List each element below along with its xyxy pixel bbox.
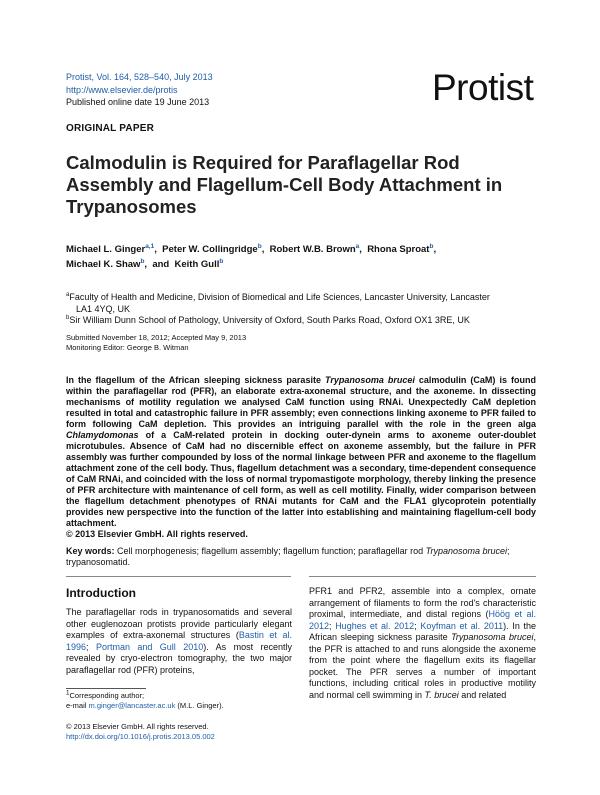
journal-citation-link[interactable]: Protist, Vol. 164, 528–540, July 2013 [66, 72, 213, 82]
citation-link[interactable]: Hughes et al. 2012 [335, 620, 415, 631]
keywords-text: ; trypanosomatid. [66, 546, 510, 567]
author-name: Rhona Sproat [367, 244, 430, 255]
affiliation-mark: b [66, 315, 70, 321]
author-affil-link[interactable]: a [355, 242, 360, 250]
author-name: Peter W. Collingridge [162, 244, 258, 255]
footnote-label: Corresponding author; [69, 691, 145, 700]
body-text: The paraflagellar rods in trypanosomatids and several other euglenozoan protists provide particularly elegant examples of extra-axonemal structures ( [66, 607, 292, 640]
abstract-italic: Chlamydomonas [66, 430, 139, 440]
author-conjunction: and [152, 259, 170, 270]
monitoring-editor: Monitoring Editor: George B. Witman [66, 342, 189, 352]
intro-paragraph [66, 607, 292, 676]
abstract-text: of a CaM-related protein in docking outer-dynein arms to axoneme outer-doublet microtubules. Absence of CaM had no discernible effect on axoneme assembly, but the failure in PFR assembly was further compounded by loss of the normal linkage between PFR and axoneme to the flagellum attachment zone of the cell body. Thus, flagellum detachment was a secondary, time-dependent consequence of CaM RNAi, and coincided with the loss of normal trypomastigote morphology, thereby linking the presence of PFR architecture with maintenance of cell form, as well as cell motility. Finally, wider comparison between the flagellum detachment phenotypes of RNAi mutants for CaM and the FLA1 glycoprotein potentially provides new perspective into the function of the latter into establishing and maintaining flagellum-cell body attachment. [66, 430, 536, 528]
affiliation-a [66, 292, 536, 304]
body-italic: T. brucei [424, 689, 459, 700]
affiliations [66, 292, 536, 327]
doi-link[interactable]: http://dx.doi.org/10.1016/j.protis.2013.05.002 [66, 732, 215, 741]
copyright-text: © 2013 Elsevier GmbH. All rights reserved. [66, 722, 209, 731]
author-affil-link[interactable]: b [429, 242, 434, 250]
abstract-italic: Trypanosoma brucei [324, 375, 415, 385]
body-text: ). In the African sleeping sickness parasite [309, 620, 536, 642]
body-text: ; [414, 620, 421, 631]
affiliation-a-cont: LA1 4YQ, UK [76, 303, 131, 314]
citation-link[interactable]: Koyfman et al. 2011 [420, 620, 504, 631]
section-heading: Introduction [66, 586, 136, 600]
footnote [66, 691, 292, 711]
email-link[interactable]: m.ginger@lancaster.ac.uk [88, 701, 176, 710]
author-affil-link[interactable]: b [140, 257, 145, 265]
affiliation-text: Sir William Dunn School of Pathology, University of Oxford, South Parks Road, Oxford OX1 3RE, UK [69, 315, 470, 325]
footnote-divider [66, 688, 146, 689]
right-column-paragraph [309, 586, 536, 701]
body-text: PFR1 and PFR2, assemble into a complex, ornate arrangement of filaments to form the rod's characteristic proximal, intermediate, and distal regions ( [309, 586, 536, 619]
author-name: Michael K. Shaw [66, 259, 141, 270]
footnote-mark: 1 [66, 689, 70, 697]
author-list: Michael L. Ginger$^{a,1}$, Peter W. Collingridge$^b$, Robert W.B. Brown$^a$, Rhona Sproat$^b$, Michael K. Shaw$^b$, and Keith Gull$^b$ [66, 242, 437, 270]
affiliation-text: Faculty of Health and Medicine, Division of Biomedical and Life Sciences, Lancaster University, Lancaster [69, 292, 490, 302]
abstract-text: In the flagellum of the African sleeping sickness parasite [66, 375, 325, 385]
body-text: ; [86, 641, 96, 652]
published-date: Published online date 19 June 2013 [66, 97, 210, 107]
affiliation-mark: a [66, 292, 70, 298]
citation-link[interactable]: Höög et al. 2012 [309, 609, 536, 631]
citation-link[interactable]: Bastin et al. 1996 [66, 630, 292, 652]
body-text: , the PFR is attached to and runs alongside the axoneme from the point where the flagellum exits its flagellar pocket. The PFR serves a number of important functions, including critical roles in productive motility and normal cell swimming in [309, 632, 536, 700]
author-name: Michael L. Ginger [66, 244, 146, 255]
abstract-copyright: © 2013 Elsevier GmbH. All rights reserved. [66, 529, 248, 539]
keywords-text: Cell morphogenesis; flagellum assembly; flagellum function; paraflagellar rod [114, 546, 426, 556]
author-affil-link[interactable]: a,1 [145, 242, 155, 250]
abstract-text: calmodulin (CaM) is found within the paraflagellar rod (PFR), an elaborate extra-axonemal structure, and the axoneme. In dissecting mechanisms of motility regulation we analysed CaM function using RNAi. Unexpectedly CaM depletion resulted in total and catastrophic failure in PFR assembly; even connections linking axoneme to PFR failed to form following CaM depletion. This provides an intriguing parallel with the role in the green alga [66, 375, 536, 429]
journal-url-link[interactable]: http://www.elsevier.de/protis [66, 84, 178, 95]
paper-title: Calmodulin is Required for Paraflagellar Rod Assembly and Flagellum-Cell Body Attachment in Trypanosomes [66, 152, 503, 217]
divider [66, 576, 291, 577]
body-italic: Trypanosoma brucei [451, 632, 534, 642]
author-name: Robert W.B. Brown [269, 244, 356, 255]
author-name: Keith Gull [174, 259, 220, 270]
affiliation-b [66, 315, 536, 327]
copyright-block [66, 722, 292, 742]
submission-dates [66, 333, 246, 352]
author-affil-link[interactable]: b [219, 257, 224, 265]
abstract [66, 375, 536, 540]
footnote-email-label: e-mail [66, 701, 89, 710]
body-text: ). As most recently revealed by cryo-electron tomography, the two major paraflagellar rod (PFR) proteins, [66, 641, 292, 675]
paper-type: ORIGINAL PAPER [66, 123, 154, 134]
journal-meta [66, 71, 213, 109]
body-text: ; [329, 620, 336, 631]
divider [309, 576, 536, 577]
citation-link[interactable]: Portman and Gull 2010 [95, 641, 204, 652]
keywords-italic: Trypanosoma brucei [425, 546, 508, 556]
body-text: and related [458, 689, 507, 700]
journal-brand-logo: Protist [432, 67, 534, 108]
keywords [66, 546, 536, 568]
footnote-email-suffix: (M.L. Ginger). [175, 701, 224, 710]
submitted-accepted: Submitted November 18, 2012; Accepted May 9, 2013 [66, 333, 247, 342]
keywords-label: Key words: [66, 546, 115, 556]
author-affil-link[interactable]: b [257, 242, 262, 250]
